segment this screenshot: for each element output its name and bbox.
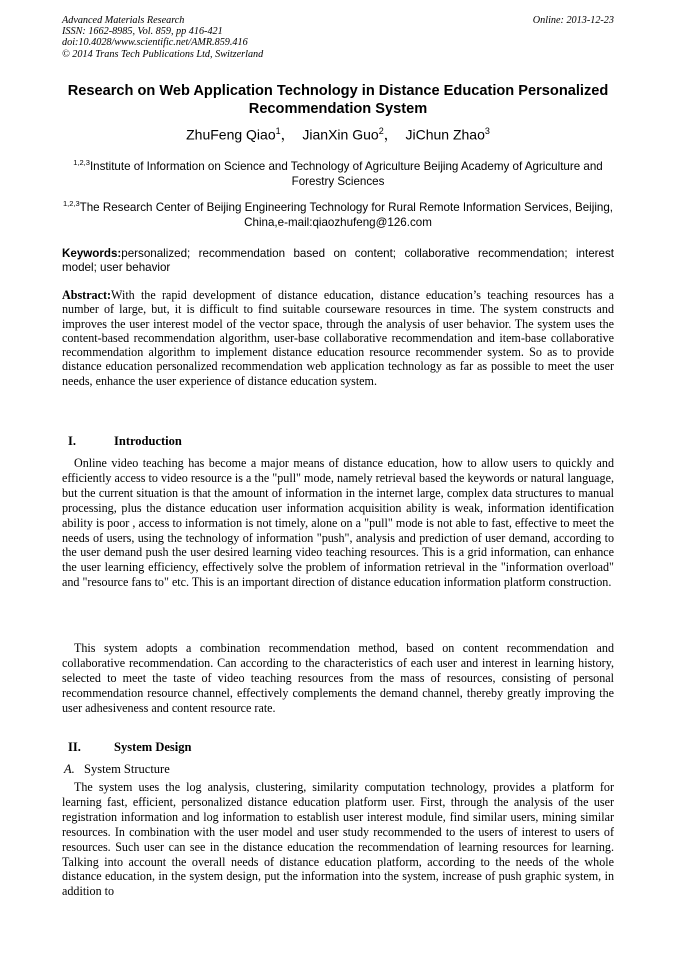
issn-line: ISSN: 1662-8985, Vol. 859, pp 416-421: [62, 26, 223, 38]
affiliation-text: The Research Center of Beijing Engineering Technology for Rural Remote Information Services, Beijing, China,e-mail:qiaozhufeng@126.com: [79, 200, 614, 229]
author-separator: ，: [280, 126, 295, 143]
subsection-title: System Structure: [84, 762, 170, 776]
subsection-letter: A.: [64, 762, 75, 776]
keywords-label: Keywords:: [62, 247, 122, 260]
affiliation-1: [62, 155, 614, 189]
author-separator: ，: [383, 126, 398, 143]
copyright-line: © 2014 Trans Tech Publications Ltd, Switzerland: [62, 48, 264, 60]
section-heading-system-design: [62, 740, 191, 755]
section-number: I.: [68, 434, 76, 448]
journal-name: Advanced Materials Research: [62, 15, 185, 26]
subsection-heading: [64, 762, 170, 777]
paragraph: Online video teaching has become a major means of distance education, how to allow users to quickly and efficiently access to video resource is a the "pull" mode, namely retrieval based the keywords or natural language, but the current situation is that the amount of information in the internet large, complex data structures to manual processing, plus the distance education user information acquisition ability is weak, information identification ability is poor , access to information is not timely, alone on a "pull" mode is not able to fast, effective to meet the needs of users, using the technology of information "push", analysis and prediction of user demand, according to the user demand push the user desired learning video teaching resources. This is a grid information, can enhance the user learning efficiency, effectively solve the problem of information retrieval in the "information overload" and "resource fans to" etc. This is an important direction of distance education information platform construction.: [62, 456, 614, 590]
paper-title: Research on Web Application Technology in Distance Education Personalized Recommendation System: [67, 83, 609, 117]
keywords: [62, 247, 614, 274]
affiliation-sup: 1,2,3: [73, 158, 90, 167]
abstract-label: Abstract:: [62, 288, 112, 302]
section-number: II.: [68, 740, 81, 754]
author-name: JiChun Zhao: [405, 126, 485, 143]
doi-line: doi:10.4028/www.scientific.net/AMR.859.416: [62, 37, 248, 49]
abstract-text: With the rapid development of distance education, distance education’s teaching resources has a number of large, but, it is difficult to find suitable courseware resources in time. The system constructs and improves the user interest model of the vector space, through the analysis of user behavior. The system uses the content-based recommendation algorithm, user-base collaborative recommendation and item-base collaborative recommendation algorithm to implement distance education resource recommender system. So as to provide distance education personalized recommendation web application technology as far as possible to meet the user needs, enhance the user experience of distance education system.: [62, 288, 614, 388]
section-title: System Design: [114, 740, 192, 754]
journal-header: [62, 15, 263, 60]
online-date: Online: 2013-12-23: [532, 15, 614, 26]
author-name: ZhuFeng Qiao: [186, 126, 276, 143]
affiliation-sup: 1,2,3: [62, 199, 80, 208]
author-sup: 2: [378, 126, 384, 136]
section-title: Introduction: [114, 434, 182, 448]
affiliation-2: [62, 196, 614, 230]
author-name: JianXin Guo: [302, 126, 379, 143]
section-heading-introduction: [62, 434, 182, 449]
abstract: [62, 288, 614, 388]
paragraph: The system uses the log analysis, clustering, similarity computation technology, provides a platform for learning fast, efficient, personalized distance education platform user. First, through the analysis of the user registration information and log information to establish user interest module, find similar users, mining similar resources. In combination with the user model and user study recommended to the users of interest to users of resources. Such user can see in the distance education the recommendation of learning resources for learning. Talking into account the overall needs of distance education platform, according to the needs of the whole distance education, in the system design, put the information into the system, increase of push graphic system, in addition to: [62, 780, 614, 899]
author-sup: 1: [275, 126, 281, 136]
author-sup: 3: [484, 126, 490, 136]
affiliation-text: Institute of Information on Science and Technology of Agriculture Beijing Academy of Agriculture and Forestry Sciences: [89, 159, 603, 188]
paragraph: This system adopts a combination recommendation method, based on content recommendation and collaborative recommendation. Can according to the characteristics of each user and interest in learning history, selected to meet the taste of video teaching resources from the mass of resources, consisting of personal recommendation resource channel, effectively complements the demand channel, thereby greatly improving the user adhesiveness and content resource rate.: [62, 641, 614, 715]
keywords-text: personalized; recommendation based on content; collaborative recommendation; interest model; user behavior: [62, 247, 614, 274]
author-list: [62, 122, 614, 144]
